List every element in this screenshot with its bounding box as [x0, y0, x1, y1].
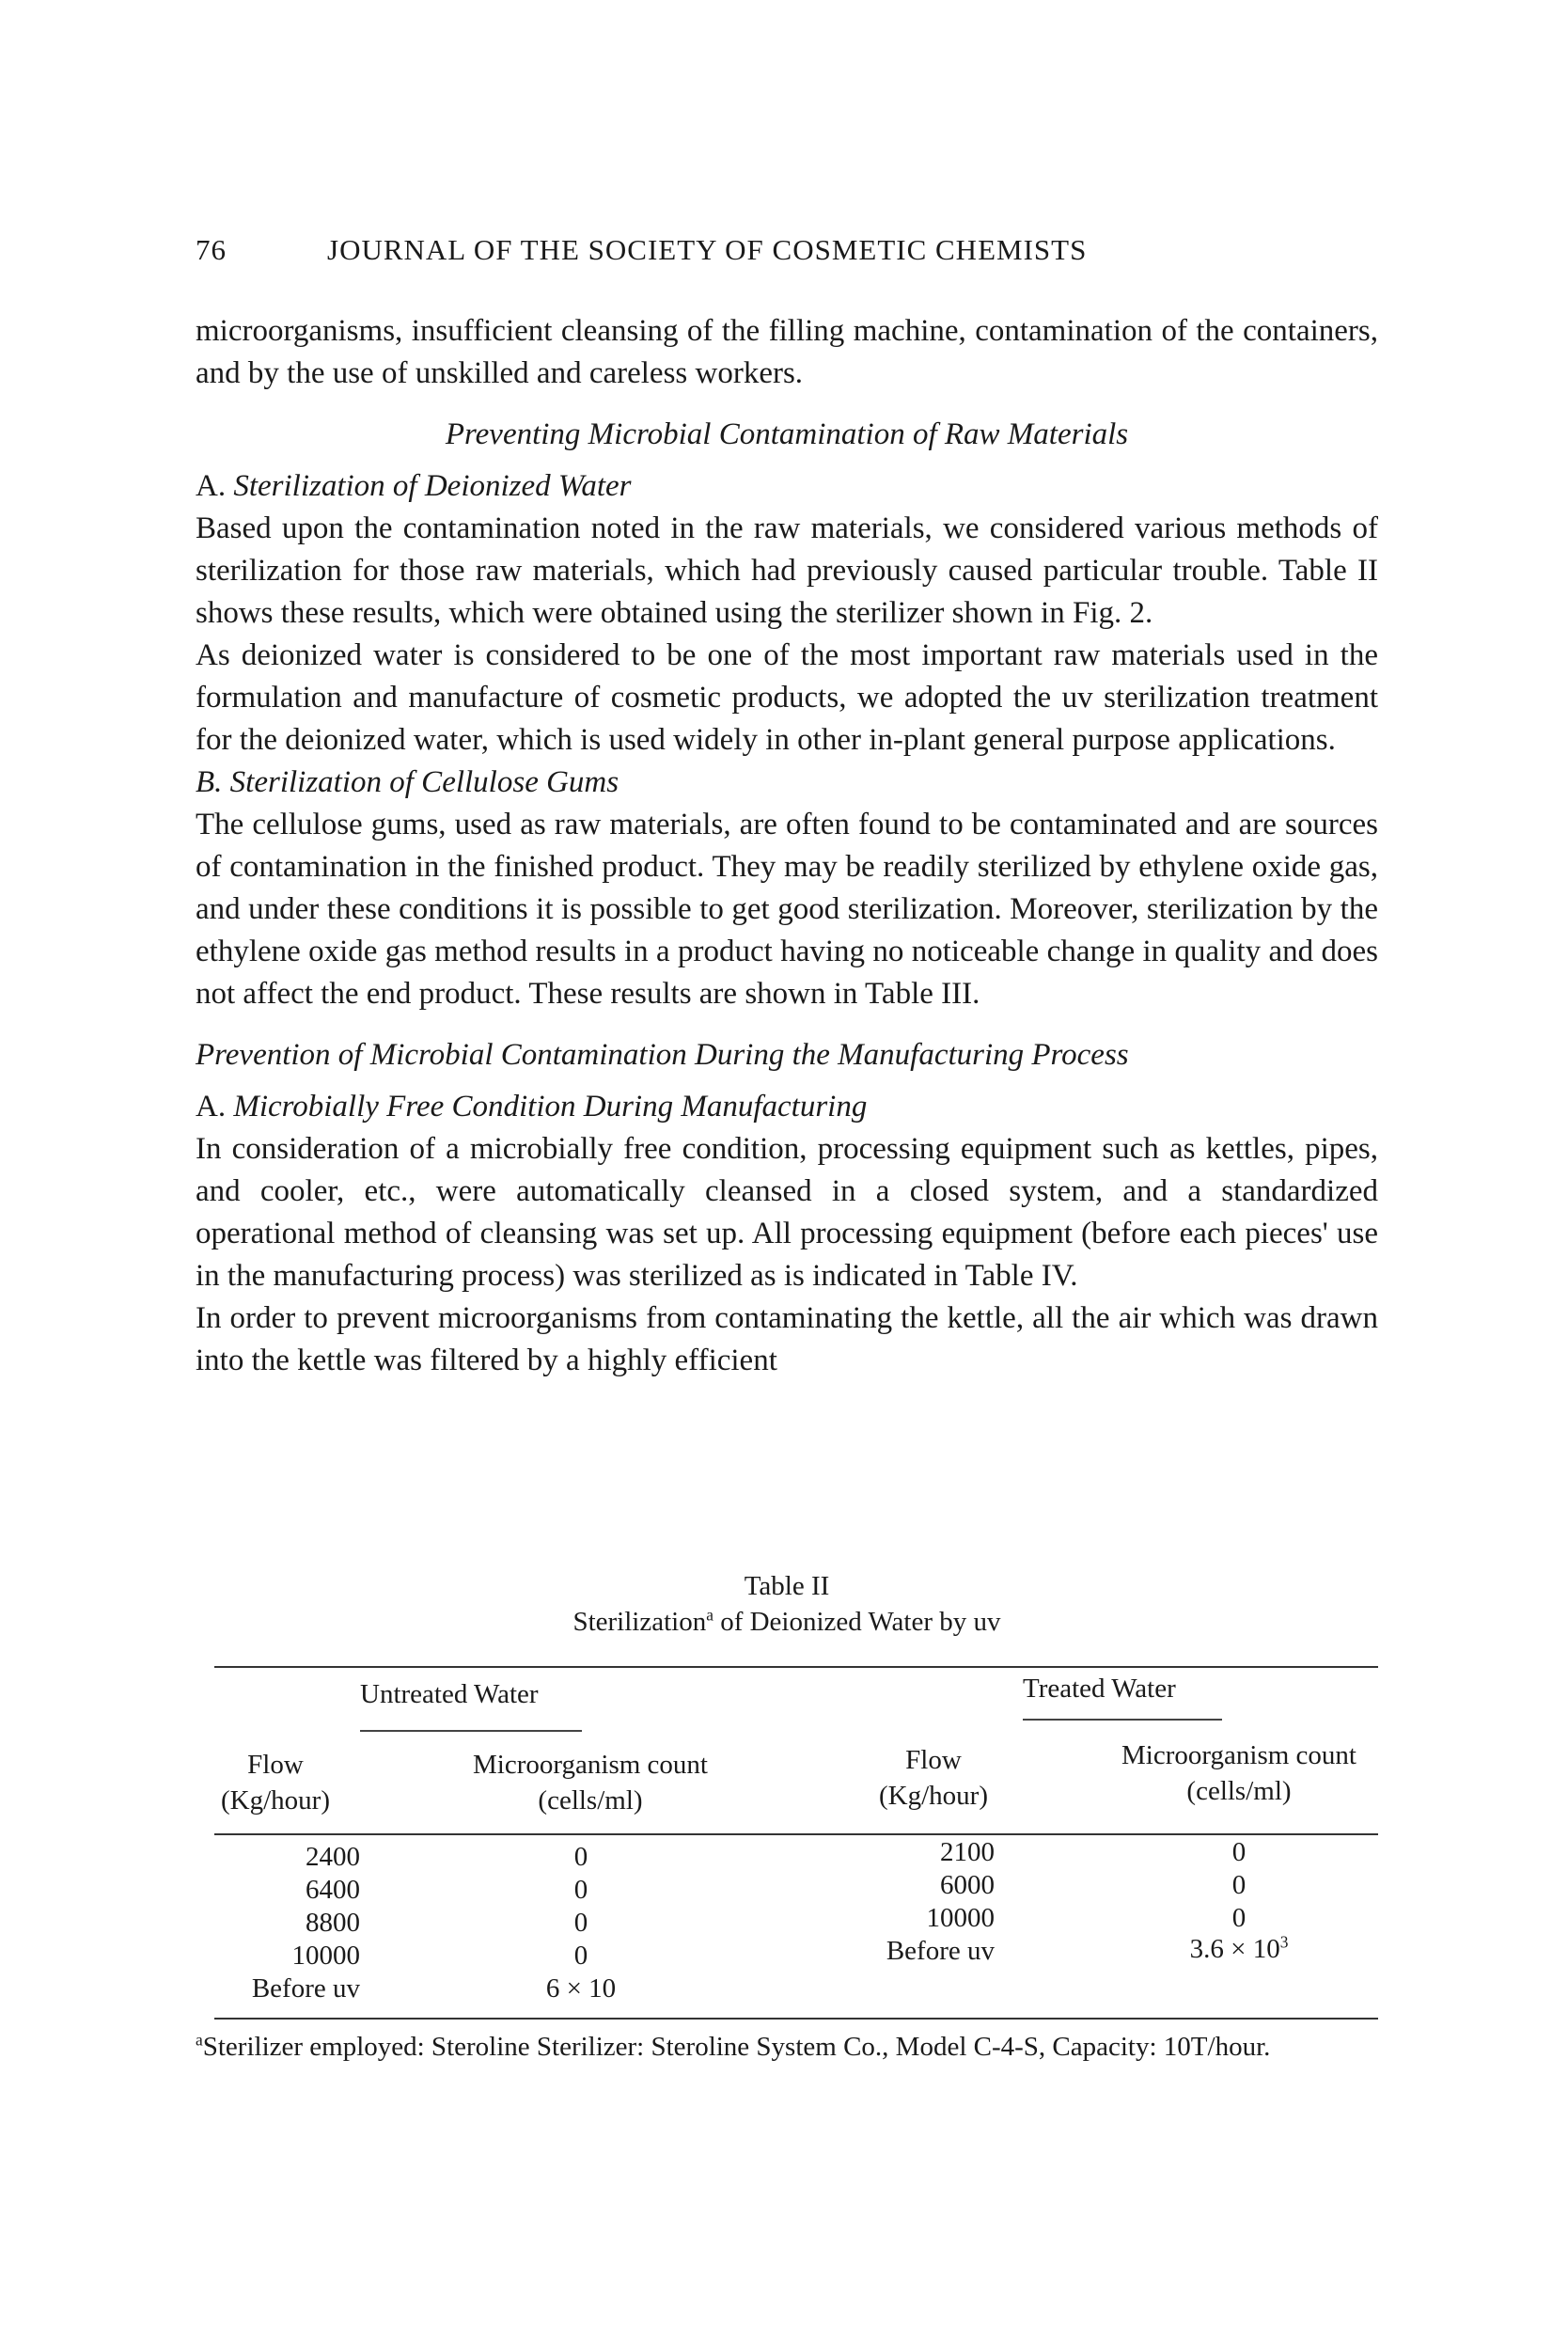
subsection-prefix: A. — [196, 1090, 227, 1124]
col-header-count-treated: Microorganism count (cells/ml) — [1121, 1740, 1356, 1806]
col-header-flow-untreated: Flow (Kg/hour) — [221, 1750, 330, 1815]
table-cell: 0 — [573, 1875, 588, 1905]
untreated-underline — [360, 1730, 582, 1732]
section-heading-manufacturing: Prevention of Microbial Contamination During the Manufacturing Process — [196, 1038, 1129, 1072]
subsection-title: Microbially Free Condition During Manufacturing — [233, 1090, 868, 1124]
table-cell: 10000 — [926, 1903, 995, 1933]
page-number: 76 — [196, 233, 227, 266]
article-body — [196, 310, 1378, 1382]
paragraph: The cellulose gums, used as raw materials, are often found to be contaminated and are sources of contamination in the finished product. They may be readily sterilized by ethylene oxide gas, and under these conditions it is possible to get good sterilization. Moreover, sterilization by the ethylene oxide gas method results in a product having no noticeable change in quality and does not affect the end product. These results are shown in Table III. — [196, 808, 1378, 1011]
subsection-title: Sterilization of Deionized Water — [233, 469, 632, 503]
subsection-prefix: A. — [196, 469, 227, 503]
table-label: Table II — [744, 1571, 830, 1601]
table-caption: Sterilization$^a$ of Deionized Water by uv — [572, 1605, 1001, 1637]
table-cell: 0 — [573, 1941, 588, 1971]
subsection-prefix: B. — [196, 765, 223, 799]
table-ii — [196, 1568, 1378, 2062]
table-cell: 0 — [573, 1908, 588, 1938]
table-cell: $3.6 \times 10^3$ — [1189, 1932, 1289, 1964]
paragraph: In order to prevent microorganisms from contaminating the kettle, all the air which was drawn into the kettle was filtered by a highly efficient — [196, 1301, 1378, 1377]
subsection-heading-deionized-water — [196, 465, 1378, 508]
table-cell: Before uv — [886, 1936, 995, 1966]
journal-title: JOURNAL OF THE SOCIETY OF COSMETIC CHEMISTS — [327, 233, 1088, 266]
footnote-marker: a — [196, 2030, 203, 2050]
paragraph: As deionized water is considered to be one of the most important raw materials used in the formulation and manufacture of cosmetic products, we adopted the uv sterilization treatment for the deionized water, which is used widely in other in-plant general purpose applications. — [196, 638, 1378, 757]
table-cell: 8800 — [306, 1908, 360, 1938]
group-header-untreated: Untreated Water — [360, 1679, 539, 1709]
table-cell: 0 — [1231, 1870, 1247, 1900]
table-bottom-rule — [214, 2018, 1378, 2020]
paragraph: In consideration of a microbially free condition, processing equipment such as kettles, pipes, and cooler, etc., were automatically cleansed in a closed system, and a standardized operational method of cleansing was set up. All processing equipment (before each pieces' use in the manufacturing process) was sterilized as is indicated in Table IV. — [196, 1132, 1378, 1293]
table-cell: 2100 — [940, 1837, 995, 1867]
subsection-heading-microbially-free — [196, 1086, 1378, 1128]
treated-underline — [1023, 1719, 1222, 1721]
table-cell: 6 × 10 — [545, 1973, 617, 2004]
table-cell: 0 — [1231, 1903, 1247, 1933]
table-cell: 2400 — [306, 1842, 360, 1872]
table-top-rule — [214, 1666, 1378, 1668]
paragraph: Based upon the contamination noted in the raw materials, we considered various methods of sterilization for those raw materials, which had previously caused particular trouble. Table II shows these results, which were obtained using the sterilizer shown in Fig. 2. — [196, 511, 1378, 630]
table-cell: 6400 — [306, 1875, 360, 1905]
col-header-flow-treated: Flow (Kg/hour) — [879, 1745, 988, 1811]
table-footnote: $^a$Sterilizer employed: Steroline Sterilizer: Steroline System Co., Model C-4-S, Capacity: 10T/hour. — [196, 2030, 1271, 2062]
section-heading-raw-materials: Preventing Microbial Contamination of Raw Materials — [445, 417, 1129, 451]
table-cell: 0 — [573, 1842, 588, 1872]
table-cell: 0 — [1231, 1837, 1247, 1867]
col-header-count-untreated: Microorganism count (cells/ml) — [473, 1750, 708, 1815]
table-cell: Before uv — [251, 1973, 360, 2004]
group-header-treated: Treated Water — [1023, 1674, 1176, 1704]
intro-paragraph: microorganisms, insufficient cleansing of the filling machine, contamination of the containers, and by the use of unskilled and careless workers. — [196, 314, 1378, 390]
table-cell: 6000 — [940, 1870, 995, 1900]
subsection-title: Sterilization of Cellulose Gums — [229, 765, 619, 799]
table-header-rule — [214, 1833, 1378, 1835]
subsection-heading-cellulose-gums — [196, 762, 1378, 804]
table-cell: 10000 — [291, 1941, 360, 1971]
footnote-marker: a — [706, 1605, 713, 1625]
